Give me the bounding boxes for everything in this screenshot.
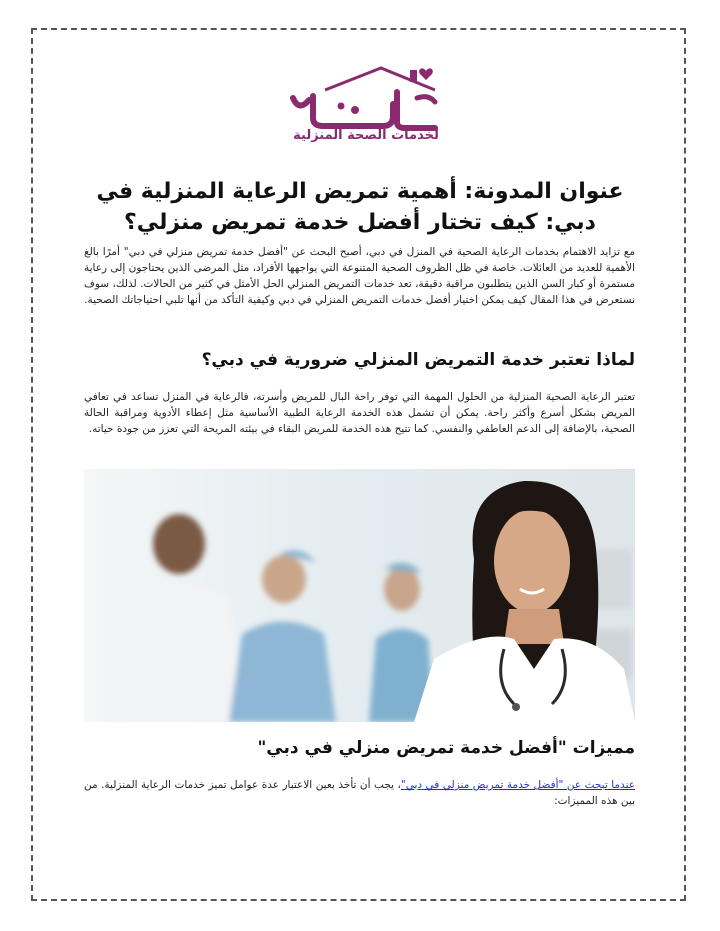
logo-tagline: لخدمات الصحة المنزلية <box>293 128 439 143</box>
section-why-paragraph: تعتبر الرعاية الصحية المنزلية من الحلول المهمة التي توفر راحة البال للمريض وأسرته، فالرعاية في المنزل تساعد في تعافي المريض بشكل أسرع وأكثر راحة. يمكن أن تشمل هذه الخدمة الرعاية الطبية الأساسية مثل إعطاء الأدوية ومراقبة الحالة الصحية، بالإضافة إلى الدعم العاطفي والنفسي. كما تتيح هذه الخدمة للمريض البقاء في بيئته المريحة التي تعزز من جودة حياته. <box>84 391 635 435</box>
best-home-nursing-link[interactable]: عندما تبحث عن "أفضل خدمة تمريض منزلي في دبي" <box>400 779 635 791</box>
article-title: عنوان المدونة: أهمية تمريض الرعاية المنزلية في دبي: كيف تختار أفضل خدمة تمريض منزلي؟ <box>96 179 624 235</box>
brand-logo <box>285 62 450 148</box>
intro-paragraph: مع تزايد الاهتمام بخدمات الرعاية الصحية في المنزل في دبي، أصبح البحث عن "أفضل خدمة تمريض منزلي في دبي" أمرًا بالغ الأهمية للعديد من العائلات. خاصة في ظل الظروف الصحية المتنوعة التي يواجهها الأفراد، مثل المرضى الذين يحتاجون إلى رعاية مستمرة أو كبار السن الذين يتطلبون مراقبة دقيقة، تعد خدمات التمريض المنزلي الحل الأمثل في كثير من الحالات. لذلك، سوف نستعرض في هذا المقال كيف يمكن اختيار أفضل خدمات التمريض المنزلي في دبي وكيفية التأكد من أنها تلبي احتياجاتك الصحية. <box>84 246 635 306</box>
page-border <box>31 28 686 901</box>
section-heading-features: مميزات "أفضل خدمة تمريض منزلي في دبي" <box>257 738 635 758</box>
section-heading-why: لماذا تعتبر خدمة التمريض المنزلي ضرورية في دبي؟ <box>201 350 635 370</box>
section-features-text: ، يجب أن تأخذ بعين الاعتبار عدة عوامل تميز خدمات الرعاية المنزلية. من بين هذه المميزات: <box>84 779 635 807</box>
nurse-photo <box>84 469 635 722</box>
section-features-paragraph <box>84 777 635 809</box>
